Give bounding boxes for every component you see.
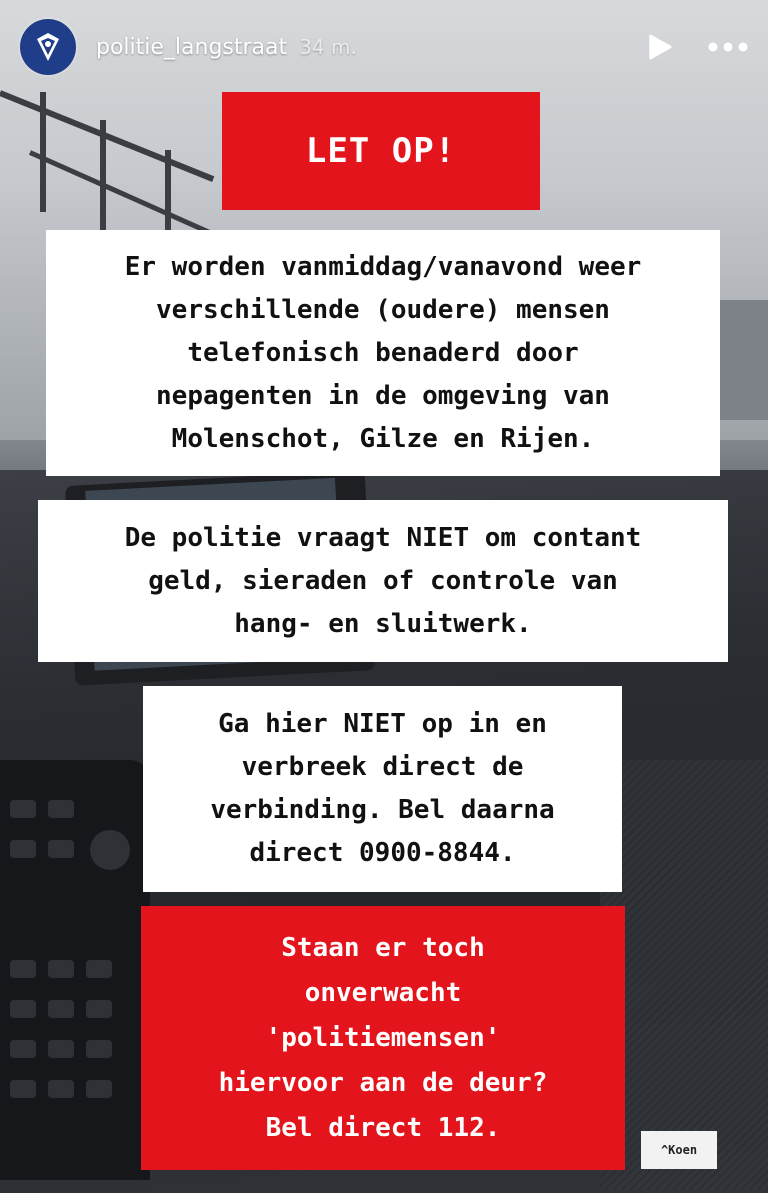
play-button[interactable] [646,32,674,62]
police-badge-icon [31,30,65,64]
background-keypad [0,760,150,1180]
story-header [20,18,748,76]
more-options-button[interactable] [708,35,748,59]
message-box-advice [143,686,622,892]
avatar[interactable] [20,19,76,75]
play-icon [648,33,672,61]
message-box-emergency [141,906,625,1170]
background-grille [600,760,768,1190]
message-text: Ga hier NIET op in en verbreek direct de verbinding. Bel daarna direct 0900-8844. [210,709,555,868]
account-username[interactable]: politie_langstraat [96,34,288,60]
background-building [720,300,768,420]
more-horizontal-icon [708,42,748,52]
message-text: Staan er toch onverwacht 'politiemensen' hiervoor aan de deur? Bel direct 112. [218,932,548,1143]
message-text: Er worden vanmiddag/vanavond weer verschillende (oudere) mensen telefonisch benaderd door nepagenten in de omgeving van Molenschot, Gilze en Rijen. [124,251,642,454]
background-railing [40,92,46,212]
warning-title [222,92,540,210]
post-time: 34 m. [299,35,357,59]
message-box-police-policy [38,500,728,662]
warning-title-text: LET OP! [305,131,457,171]
image-credit: ^Koen [641,1131,717,1169]
background-railing [100,120,106,230]
message-box-scam-calls [46,230,720,476]
message-text: De politie vraagt NIET om contant geld, sieraden of controle van hang- en sluitwerk. [124,522,642,639]
background-railing [165,150,171,240]
